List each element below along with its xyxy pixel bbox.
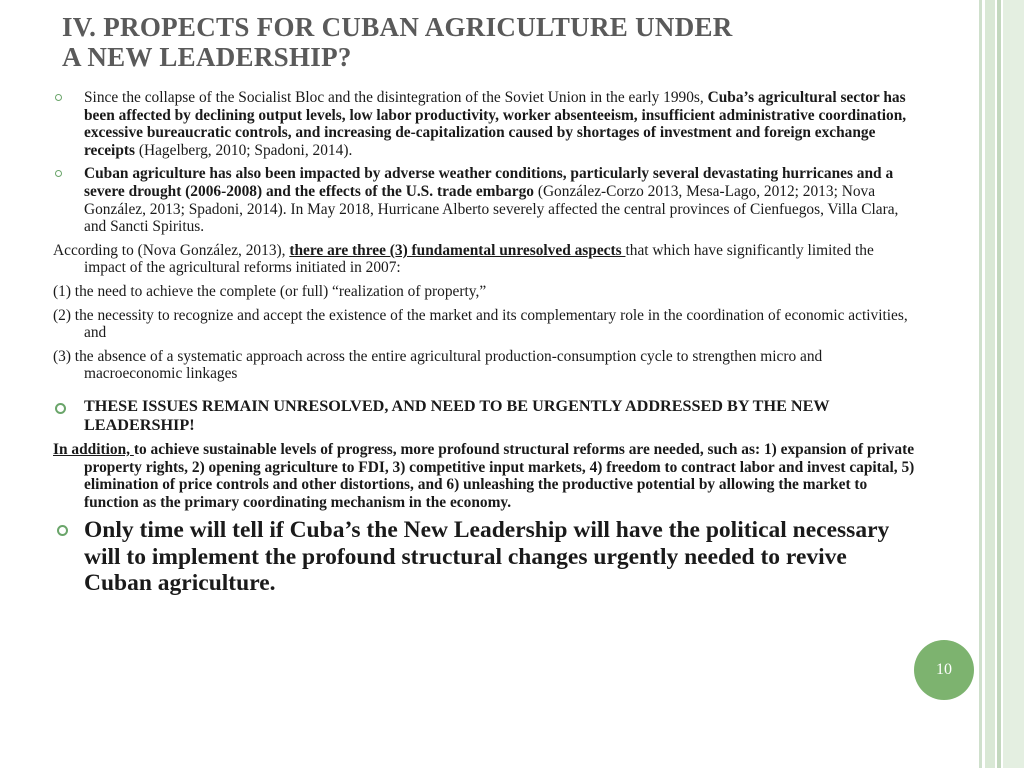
bullet-circle-icon bbox=[55, 94, 62, 101]
according-rest: that which have significantly limited the impact of the agricultural reforms initiated in 2007: bbox=[84, 241, 874, 277]
addition-underlined: In addition, bbox=[53, 440, 134, 458]
addition-text: to achieve sustainable levels of progress, more profound structural reforms are needed, such as: 1) expansion of private property rights, 2) opening agriculture to FDI, 3) competitive input markets, 4) freedom to contract labor and invest capital, 5) elimination of price controls and other distortions, and 6) unleashing the productive potential by allowing the market to function as the primary coordinating mechanism in the economy. bbox=[84, 440, 915, 511]
edge-stripe bbox=[1003, 0, 1024, 768]
bullet-text: Since the collapse of the Socialist Bloc and the disintegration of the Soviet Union in the early 1990s, bbox=[84, 89, 708, 106]
slide-title bbox=[62, 12, 942, 72]
final-bullet bbox=[53, 517, 915, 597]
final-bullet-text: Only time will tell if Cuba’s the New Leadership will have the political necessary will to implement the profound structural changes urgently needed to revive Cuban agriculture. bbox=[84, 517, 890, 597]
edge-stripe bbox=[997, 0, 1001, 768]
bullet-bold-text: Cuba’s agricultural sector has been affected by declining output levels, low labor productivity, worker absenteeism, insufficient administrative coordination, excessive bureaucratic controls, and increasing de-capitalization caused by shortages of investment and foreign exchange receipts bbox=[84, 89, 907, 159]
title-line-2: A NEW LEADERSHIP? bbox=[62, 42, 352, 72]
slide-body bbox=[53, 89, 915, 603]
numbered-item: (1) the need to achieve the complete (or full) “realization of property,” bbox=[53, 282, 487, 300]
bullet-circle-icon bbox=[55, 170, 62, 177]
underlined-emphasis: there are three (3) fundamental unresolved aspects bbox=[289, 241, 626, 259]
caps-bullet bbox=[53, 397, 915, 435]
bullet-item bbox=[53, 89, 915, 159]
addition-paragraph bbox=[53, 441, 915, 511]
numbered-item: (3) the absence of a systematic approach across the entire agricultural production-consumption cycle to strengthen micro and macroeconomic linkages bbox=[53, 347, 823, 383]
according-paragraph bbox=[53, 242, 915, 277]
bullet-item bbox=[53, 165, 915, 235]
title-line-1: IV. PROPECTS FOR CUBAN AGRICULTURE UNDER bbox=[62, 12, 733, 42]
edge-stripe bbox=[979, 0, 982, 768]
according-text: According to (Nova González, 2013), bbox=[53, 241, 290, 259]
bullet-circle-icon bbox=[57, 525, 68, 536]
numbered-item: (2) the necessity to recognize and accept the existence of the market and its complementary role in the coordination of economic activities, and bbox=[53, 306, 908, 342]
page-number-badge: 10 bbox=[914, 640, 974, 700]
edge-stripe bbox=[985, 0, 995, 768]
citation: (Hagelberg, 2010; Spadoni, 2014). bbox=[135, 141, 353, 159]
bullet-text: (González-Corzo 2013, Mesa-Lago, 2012; 2013; Nova González, 2013; Spadoni, 2014). In May 2018, Hurricane Alberto severely affected the central provinces of Cienfuegos, Villa Clara, and Sancti Spiritus. bbox=[84, 182, 899, 236]
caps-bullet-text: THESE ISSUES REMAIN UNRESOLVED, AND NEED TO BE URGENTLY ADDRESSED BY THE NEW LEADERSHIP! bbox=[84, 396, 830, 434]
bullet-circle-icon bbox=[55, 403, 66, 414]
bullet-bold-text: Cuban agriculture has also been impacted by adverse weather conditions, particularly several devastating hurricanes and a severe drought (2006-2008) and the effects of the U.S. trade embargo bbox=[84, 165, 894, 200]
